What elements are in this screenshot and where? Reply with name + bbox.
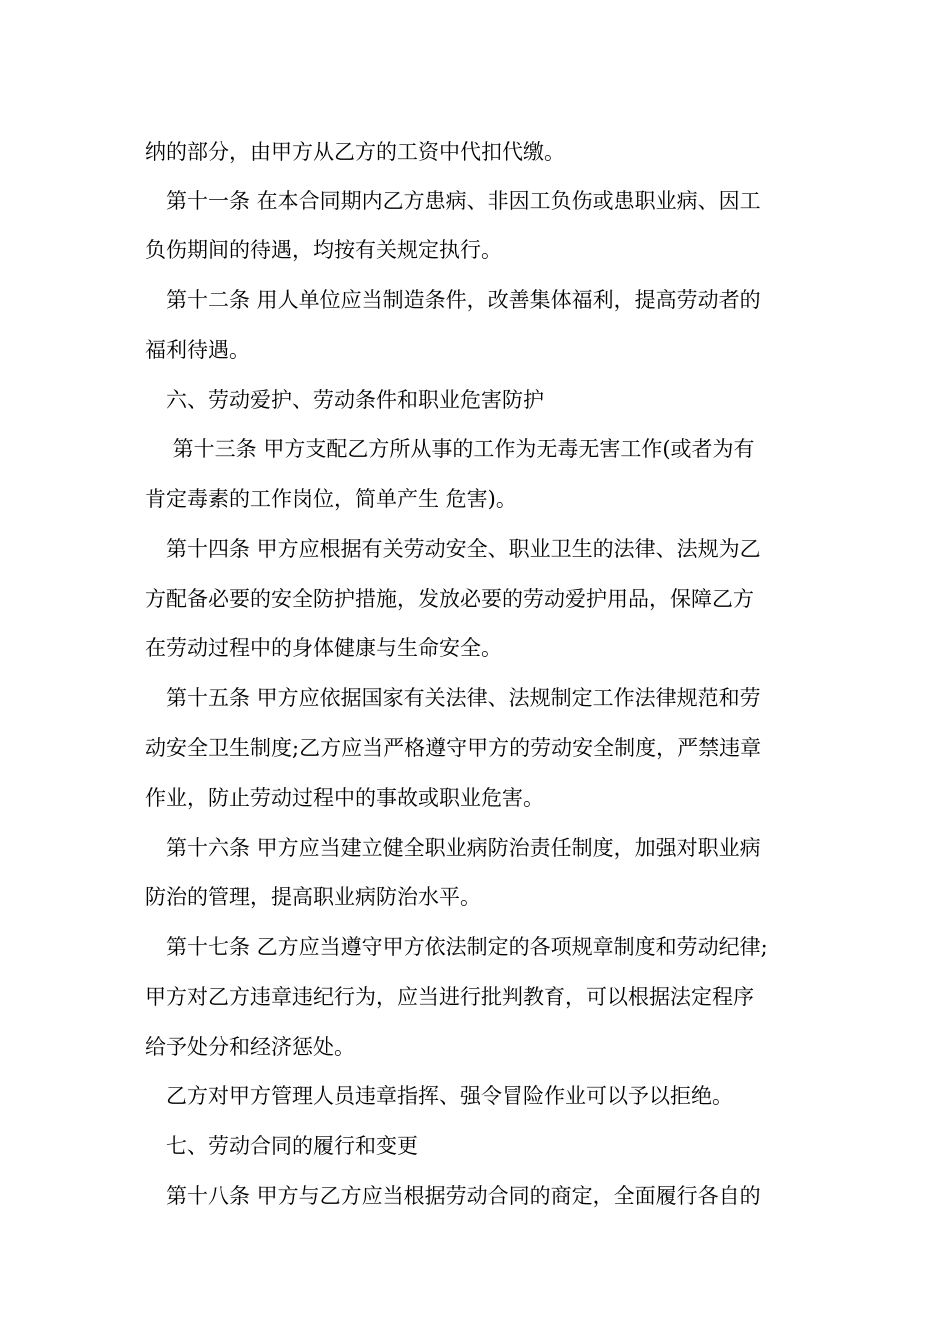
text-line: 给予处分和经济惩处。 — [145, 1035, 355, 1059]
text-line: 第十七条 乙方应当遵守甲方依法制定的各项规章制度和劳动纪律; — [145, 935, 768, 959]
text-line: 福利待遇。 — [145, 338, 250, 362]
section-heading: 七、劳动合同的履行和变更 — [145, 1134, 418, 1158]
text-line: 第十二条 用人单位应当制造条件，改善集体福利，提高劳动者的 — [145, 288, 761, 312]
text-line: 在劳动过程中的身体健康与生命安全。 — [145, 636, 502, 660]
text-line: 纳的部分，由甲方从乙方的工资中代扣代缴。 — [145, 140, 565, 164]
text-line: 肯定毒素的工作岗位，简单产生 危害)。 — [145, 487, 517, 511]
text-line: 防治的管理，提高职业病防治水平。 — [145, 885, 481, 909]
text-line: 第十八条 甲方与乙方应当根据劳动合同的商定，全面履行各自的 — [145, 1184, 761, 1208]
text-line: 作业，防止劳动过程中的事故或职业危害。 — [145, 786, 544, 810]
text-line: 第十四条 甲方应根据有关劳动安全、职业卫生的法律、法规为乙 — [145, 537, 761, 561]
text-line: 动安全卫生制度;乙方应当严格遵守甲方的劳动安全制度，严禁违章 — [145, 736, 762, 760]
text-line: 负伤期间的待遇，均按有关规定执行。 — [145, 238, 502, 262]
section-heading: 六、劳动爱护、劳动条件和职业危害防护 — [145, 388, 544, 412]
text-line: 方配备必要的安全防护措施，发放必要的劳动爱护用品，保障乙方 — [145, 587, 754, 611]
text-line: 第十六条 甲方应当建立健全职业病防治责任制度，加强对职业病 — [145, 836, 761, 860]
text-line: 第十一条 在本合同期内乙方患病、非因工负伤或患职业病、因工 — [145, 189, 761, 213]
text-line: 第十五条 甲方应依据国家有关法律、法规制定工作法律规范和劳 — [145, 686, 761, 710]
text-line: 第十三条 甲方支配乙方所从事的工作为无毒无害工作(或者为有 — [145, 437, 755, 461]
text-line: 甲方对乙方违章违纪行为，应当进行批判教育，可以根据法定程序 — [145, 985, 754, 1009]
text-line: 乙方对甲方管理人员违章指挥、强令冒险作业可以予以拒绝。 — [145, 1084, 733, 1108]
